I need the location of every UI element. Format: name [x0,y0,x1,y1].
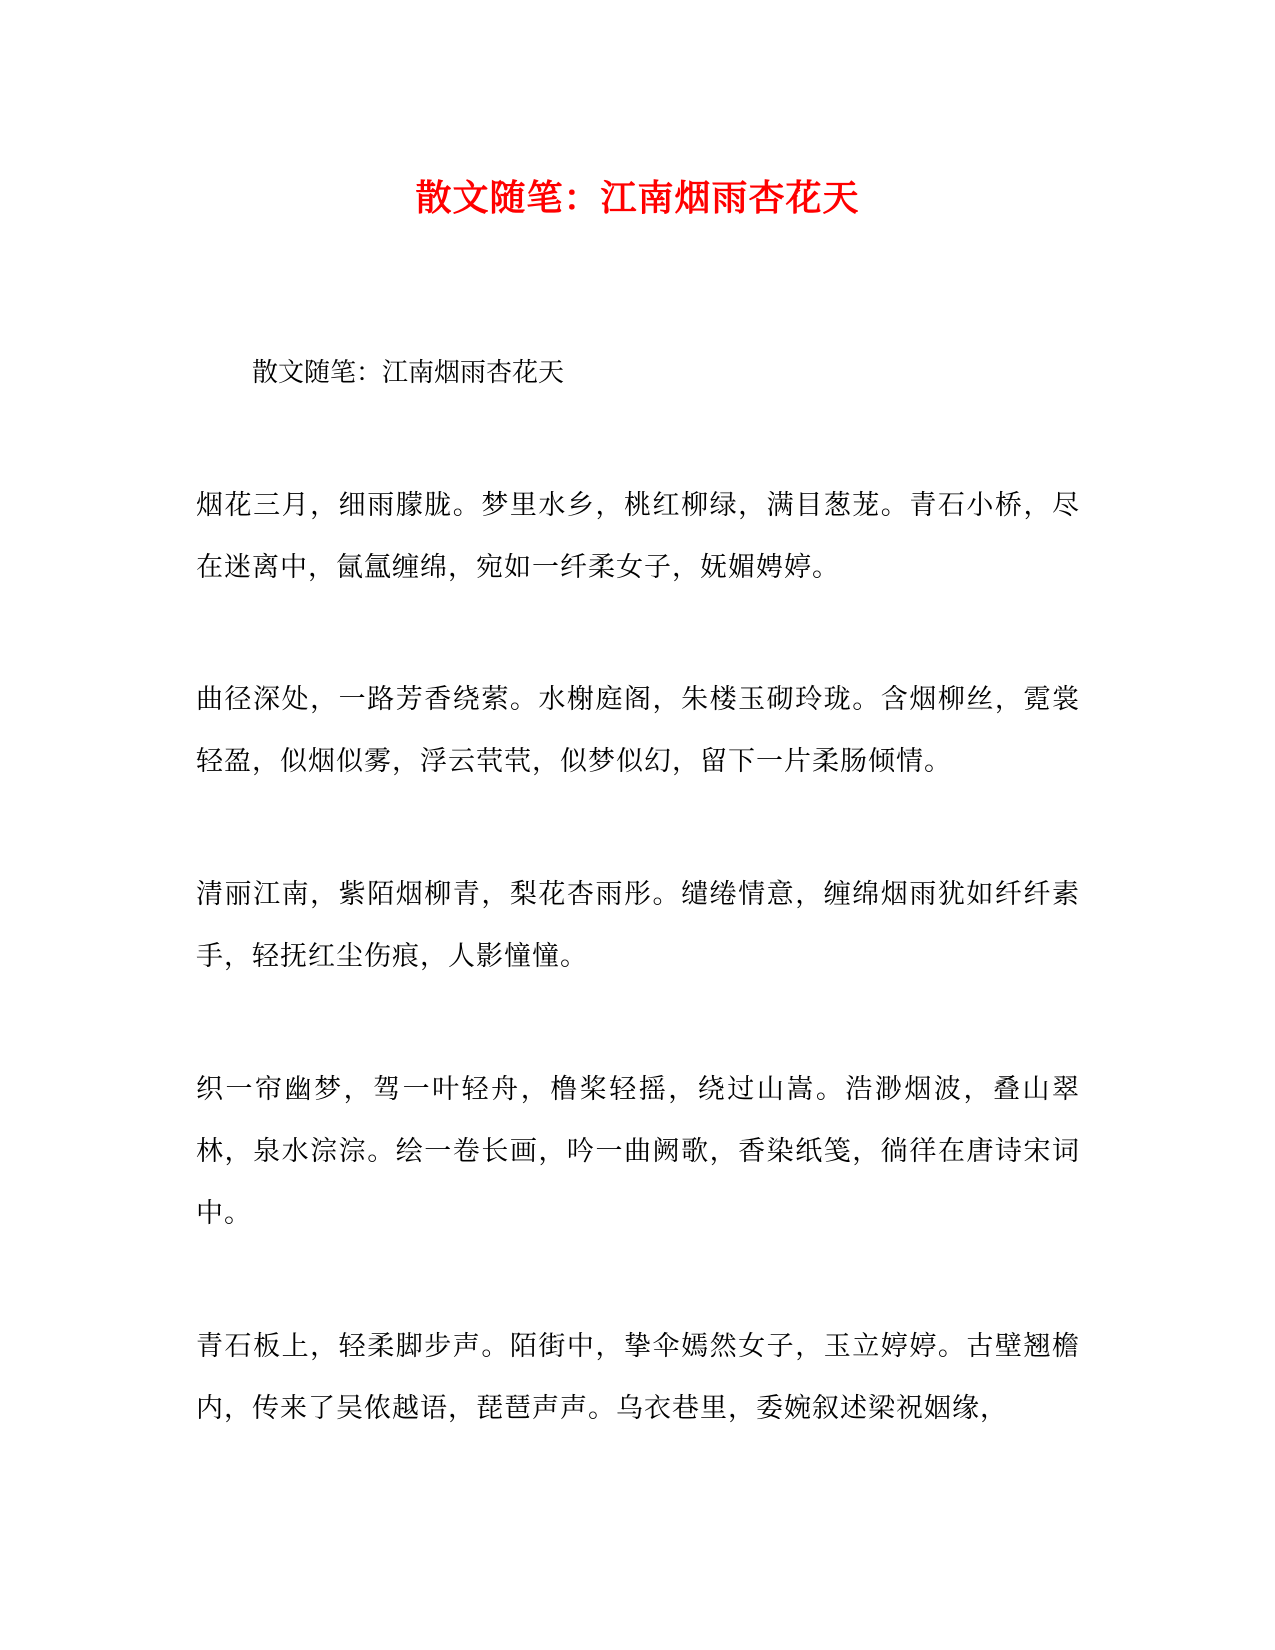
article-subtitle: 散文随笔：江南烟雨杏花天 [252,358,565,388]
paragraph-1: 烟花三月，细雨朦胧。梦里水乡，桃红柳绿，满目葱茏。青石小桥，尽在迷离中，氤氲缠绵，宛如一纤柔女子，妩媚娉婷。 [196,490,1080,583]
paragraph-5: 青石板上，轻柔脚步声。陌街中，挚伞嫣然女子，玉立婷婷。古壁翘檐内，传来了吴侬越语，琵琶声声。乌衣巷里，委婉叙述梁祝姻缘， [196,1331,1080,1424]
paragraph-3: 清丽江南，紫陌烟柳青，梨花杏雨彤。缱绻情意，缠绵烟雨犹如纤纤素手，轻抚红尘伤痕，人影憧憧。 [196,879,1080,972]
paragraph-4: 织一帘幽梦，驾一叶轻舟，橹桨轻摇，绕过山嵩。浩渺烟波，叠山翠林，泉水淙淙。绘一卷长画，吟一曲阙歌，香染纸笺，徜徉在唐诗宋词中。 [196,1074,1080,1229]
paragraph-2: 曲径深处，一路芳香绕萦。水榭庭阁，朱楼玉砌玲珑。含烟柳丝，霓裳轻盈，似烟似雾，浮云茕茕，似梦似幻，留下一片柔肠倾情。 [196,684,1080,777]
page-title: 散文随笔：江南烟雨杏花天 [415,177,860,219]
